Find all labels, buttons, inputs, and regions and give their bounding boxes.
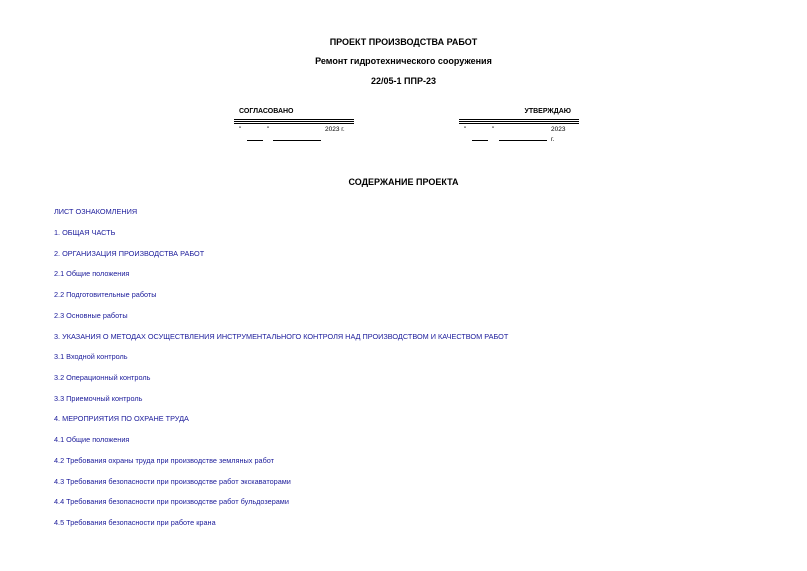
quote-close: "	[492, 126, 495, 133]
toc-item-labor-protection[interactable]: 4. МЕРОПРИЯТИЯ ПО ОХРАНЕ ТРУДА	[54, 414, 189, 423]
project-code: 22/05-1 ППР-23	[371, 76, 436, 86]
toc-item-main-works[interactable]: 2.3 Основные работы	[54, 311, 128, 320]
toc-title: СОДЕРЖАНИЕ ПРОЕКТА	[348, 177, 459, 187]
toc-item-bulldozer-safety[interactable]: 4.4 Требования безопасности при производстве работ бульдозерами	[54, 497, 289, 506]
toc-item-work-organization[interactable]: 2. ОРГАНИЗАЦИЯ ПРОИЗВОДСТВА РАБОТ	[54, 249, 205, 258]
project-title: ПРОЕКТ ПРОИЗВОДСТВА РАБОТ	[329, 37, 478, 47]
double-rule	[459, 119, 579, 124]
quote-open: "	[239, 126, 242, 133]
toc-item-acquaintance-sheet[interactable]: ЛИСТ ОЗНАКОМЛЕНИЯ	[54, 207, 138, 216]
year-label: 2023 г.	[325, 126, 345, 133]
quote-open: "	[464, 126, 467, 133]
toc-item-earthworks-safety[interactable]: 4.2 Требования охраны труда при производстве земляных работ	[54, 456, 274, 465]
toc-item-general-part[interactable]: 1. ОБЩАЯ ЧАСТЬ	[54, 228, 116, 237]
toc-item-operational-control[interactable]: 3.2 Операционный контроль	[54, 373, 151, 382]
toc-item-control-methods[interactable]: 3. УКАЗАНИЯ О МЕТОДАХ ОСУЩЕСТВЛЕНИЯ ИНСТРУМЕНТАЛЬНОГО КОНТРОЛЯ НАД ПРОИЗВОДСТВОМ И КАЧЕСТВОМ РАБОТ	[54, 332, 509, 341]
toc-item-preparatory-works[interactable]: 2.2 Подготовительные работы	[54, 290, 157, 299]
date-blanks	[459, 136, 579, 144]
toc-item-input-control[interactable]: 3.1 Входной контроль	[54, 352, 128, 361]
project-subtitle: Ремонт гидротехнического сооружения	[315, 56, 492, 66]
approved-label: УТВЕРЖДАЮ	[524, 108, 571, 115]
toc-item-acceptance-control[interactable]: 3.3 Приемочный контроль	[54, 394, 143, 403]
double-rule	[234, 119, 354, 124]
date-blanks	[234, 136, 354, 144]
month-blank	[499, 140, 547, 141]
quote-close: "	[267, 126, 270, 133]
approval-block-agreed	[234, 108, 354, 144]
day-blank	[247, 140, 263, 141]
approval-block-approved	[459, 108, 579, 144]
month-blank	[273, 140, 321, 141]
day-blank	[472, 140, 488, 141]
date-row	[234, 126, 354, 136]
toc-item-crane-safety[interactable]: 4.5 Требования безопасности при работе крана	[54, 518, 216, 527]
agreed-label: СОГЛАСОВАНО	[239, 108, 294, 115]
toc-item-general-provisions[interactable]: 2.1 Общие положения	[54, 269, 130, 278]
year-suffix: г.	[551, 136, 555, 143]
toc-item-excavator-safety[interactable]: 4.3 Требования безопасности при производстве работ экскаваторами	[54, 477, 291, 486]
year-label: 2023	[551, 126, 566, 133]
date-row	[459, 126, 579, 136]
toc-item-labor-general[interactable]: 4.1 Общие положения	[54, 435, 130, 444]
